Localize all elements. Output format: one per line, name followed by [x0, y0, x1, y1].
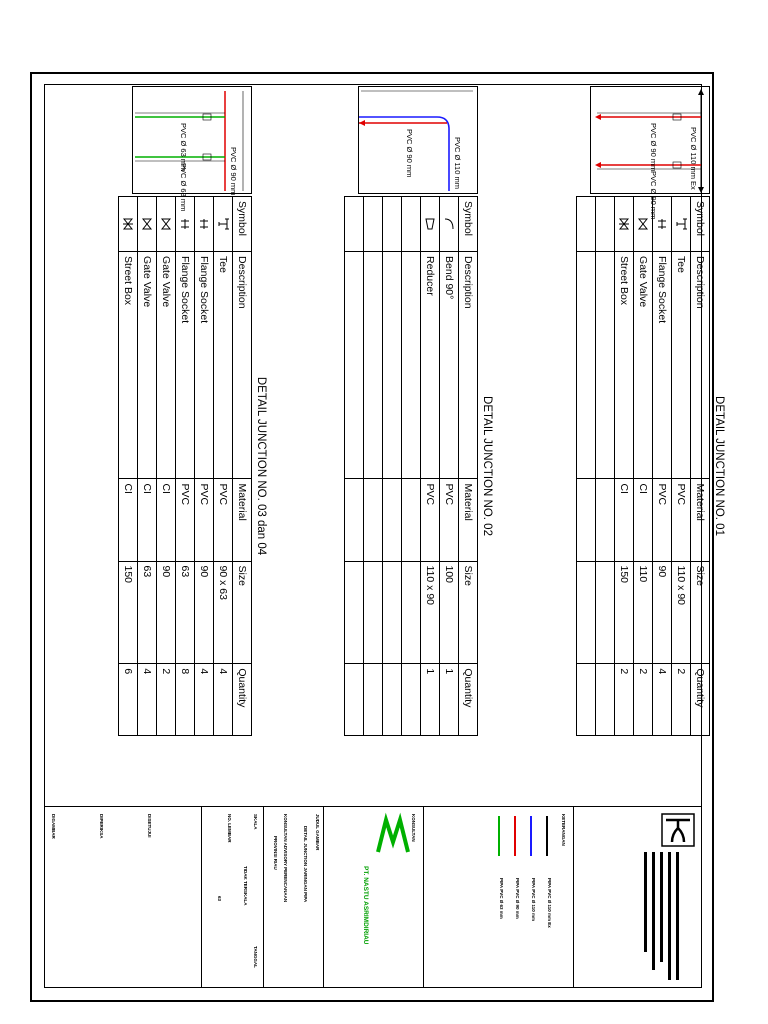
junction-03-table — [118, 196, 252, 736]
table-row — [383, 197, 402, 736]
drawing-title: DETAIL JUNCTION JARINGAN PIPA — [303, 826, 308, 903]
flange-socket-icon — [195, 197, 214, 252]
legend-title: KETERANGAN — [561, 814, 566, 846]
table-row — [596, 197, 615, 736]
table-row — [402, 197, 421, 736]
consultant-logo-icon — [374, 816, 412, 856]
cell-material: CI — [157, 479, 176, 561]
cell-material: CI — [634, 479, 653, 561]
cell-material: CI — [615, 479, 634, 561]
drawn-label: DIGAMBAR — [51, 814, 56, 839]
cell-description: Bend 90° — [440, 252, 459, 479]
cell-size: 110 x 90 — [421, 561, 440, 664]
junction-01-label-90b: PVC Ø 90 mm — [649, 171, 658, 220]
junction-03-04 — [96, 86, 286, 746]
consultant-label: KONSULTAN — [411, 814, 416, 842]
cell-quantity: 4 — [138, 664, 157, 736]
title-block-agency — [574, 806, 702, 988]
col-quantity: Quantity — [691, 664, 710, 736]
cell-description: Flange Socket — [195, 252, 214, 479]
cell-material: PVC — [672, 479, 691, 561]
col-material: Material — [691, 479, 710, 561]
street-box-icon — [615, 197, 634, 252]
cell-size: 110 x 90 — [672, 561, 691, 664]
cell-quantity: 4 — [653, 664, 672, 736]
cell-description: Gate Valve — [138, 252, 157, 479]
legend-label-110: PIPA PVC Ø 110 mm — [531, 878, 536, 922]
sheet-label: NO. LEMBAR — [227, 814, 232, 843]
tee-icon — [672, 197, 691, 252]
junction-01-title: DETAIL JUNCTION NO. 01 — [713, 396, 725, 536]
cell-material: CI — [119, 479, 138, 561]
junction-03-label-90: PVC Ø 90 mm — [229, 147, 238, 196]
cell-quantity: 1 — [440, 664, 459, 736]
cell-material: PVC — [440, 479, 459, 561]
date-label: TANGGAL — [253, 946, 258, 968]
col-symbol: Symbol — [233, 197, 252, 252]
agency-logo-icon — [660, 812, 696, 848]
scale-label: SKALA — [253, 814, 258, 830]
junction-02-label-110: PVC Ø 110 mm — [453, 137, 462, 189]
title-block-legend — [424, 806, 574, 988]
col-description: Description — [233, 252, 252, 479]
legend-line-90 — [514, 816, 516, 856]
col-size: Size — [459, 561, 478, 664]
cell-description: Street Box — [615, 252, 634, 479]
project-label: KONSULTAN ADVISORY PERENCANAAN — [283, 814, 288, 903]
cell-material: CI — [138, 479, 157, 561]
cell-description: Tee — [672, 252, 691, 479]
junction-01-label-ex: PVC Ø 110 mm Ex — [689, 127, 698, 190]
table-row — [157, 197, 176, 736]
table-row — [421, 197, 440, 736]
title-block-sheet — [202, 806, 264, 988]
cell-quantity: 2 — [615, 664, 634, 736]
junction-03-label-63b: PVC Ø 63 mm — [179, 163, 188, 212]
cell-size: 63 — [176, 561, 195, 664]
flange-socket-icon — [653, 197, 672, 252]
legend-label-63: PIPA PVC Ø 63 mm — [499, 878, 504, 919]
title-block-drawing-title — [264, 806, 324, 988]
gate-valve-icon — [138, 197, 157, 252]
col-description: Description — [459, 252, 478, 479]
cell-material: PVC — [421, 479, 440, 561]
street-box-icon — [119, 197, 138, 252]
company-name: PT. NASTU ASRIMDIRIAU — [362, 866, 369, 945]
table-row — [653, 197, 672, 736]
cell-quantity: 8 — [176, 664, 195, 736]
table-row — [195, 197, 214, 736]
legend-label-ex: PIPA PVC Ø 110 mm Ex — [547, 878, 552, 928]
col-symbol: Symbol — [691, 197, 710, 252]
table-row — [672, 197, 691, 736]
cell-size: 150 — [615, 561, 634, 664]
cell-description: Flange Socket — [176, 252, 195, 479]
junction-03-label-63a: PVC Ø 63 mm — [179, 123, 188, 172]
cell-description: Flange Socket — [653, 252, 672, 479]
cell-quantity: 6 — [119, 664, 138, 736]
cell-size: 100 — [440, 561, 459, 664]
table-row — [634, 197, 653, 736]
checked-label: DIPERIKSA — [99, 814, 104, 839]
cell-quantity: 2 — [672, 664, 691, 736]
junction-02-table — [344, 196, 478, 736]
junction-02-label-90: PVC Ø 90 mm — [405, 129, 414, 178]
legend-line-63 — [498, 816, 500, 856]
cell-size: 63 — [138, 561, 157, 664]
cell-quantity: 1 — [421, 664, 440, 736]
cell-quantity: 2 — [157, 664, 176, 736]
col-size: Size — [233, 561, 252, 664]
flange-socket-icon — [176, 197, 195, 252]
cell-material: PVC — [176, 479, 195, 561]
table-row — [345, 197, 364, 736]
cell-material: PVC — [653, 479, 672, 561]
cell-description: Gate Valve — [157, 252, 176, 479]
col-quantity: Quantity — [459, 664, 478, 736]
approved-label: DISETUJUI — [147, 814, 152, 838]
bend-icon — [440, 197, 459, 252]
cell-description: Gate Valve — [634, 252, 653, 479]
cell-size: 90 — [195, 561, 214, 664]
cell-description: Tee — [214, 252, 233, 479]
tee-icon — [214, 197, 233, 252]
legend-line-ex — [546, 816, 548, 856]
junction-details-area — [44, 86, 744, 796]
col-size: Size — [691, 561, 710, 664]
cell-material: PVC — [195, 479, 214, 561]
cell-size: 90 — [653, 561, 672, 664]
junction-02 — [322, 86, 512, 746]
gate-valve-icon — [634, 197, 653, 252]
table-row — [577, 197, 596, 736]
cell-description: Street Box — [119, 252, 138, 479]
junction-02-title: DETAIL JUNCTION NO. 02 — [481, 396, 493, 536]
col-material: Material — [459, 479, 478, 561]
table-row — [176, 197, 195, 736]
cell-size: 110 — [634, 561, 653, 664]
col-symbol: Symbol — [459, 197, 478, 252]
gate-valve-icon — [157, 197, 176, 252]
cell-description: Reducer — [421, 252, 440, 479]
cell-quantity: 4 — [214, 664, 233, 736]
table-row — [119, 197, 138, 736]
cell-quantity: 4 — [195, 664, 214, 736]
sheet-value: 63 — [217, 896, 222, 902]
reducer-icon — [421, 197, 440, 252]
title-block-approval — [44, 806, 202, 988]
table-row — [138, 197, 157, 736]
legend-line-110 — [530, 816, 532, 856]
junction-01-table — [576, 196, 710, 736]
cell-material: PVC — [214, 479, 233, 561]
junction-03-sketch — [132, 86, 252, 212]
junction-02-sketch — [358, 86, 478, 194]
cell-size: 90 x 63 — [214, 561, 233, 664]
col-description: Description — [691, 252, 710, 479]
drawing-label: JUDUL GAMBAR — [315, 814, 320, 851]
junction-01 — [554, 86, 744, 746]
project-area: PROVINSI RIAU — [273, 836, 278, 870]
legend-label-90: PIPA PVC Ø 90 mm — [515, 878, 520, 919]
cell-size: 150 — [119, 561, 138, 664]
cell-quantity: 2 — [634, 664, 653, 736]
title-block — [44, 806, 702, 988]
cell-size: 90 — [157, 561, 176, 664]
col-material: Material — [233, 479, 252, 561]
table-row — [364, 197, 383, 736]
junction-03-title: DETAIL JUNCTION NO. 03 dan 04 — [255, 376, 267, 556]
table-row — [615, 197, 634, 736]
junction-01-label-90a: PVC Ø 90 mm — [649, 123, 658, 172]
title-block-consultant — [324, 806, 424, 988]
table-row — [214, 197, 233, 736]
scale-value: TIDAK TERSKALA — [243, 866, 248, 906]
col-quantity: Quantity — [233, 664, 252, 736]
agency-text-block — [584, 852, 688, 982]
table-row — [440, 197, 459, 736]
